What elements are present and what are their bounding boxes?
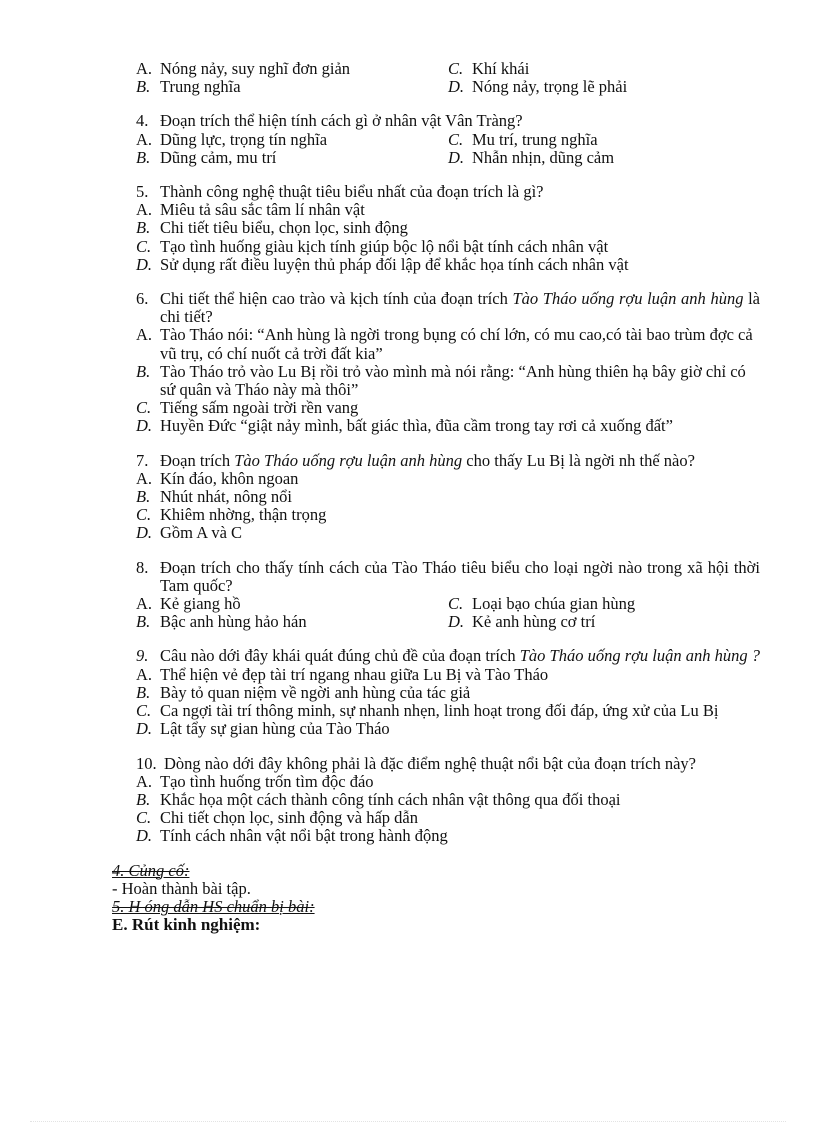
question-stem: Đoạn trích cho thấy tính cách của Tào Tháo tiêu biểu cho loại ngời nào trong xã hội thời Tam quốc? [160, 557, 760, 595]
document-body [112, 59, 761, 935]
option-a: A. Thể hiện vẻ đẹp tài trí ngang nhau giữa Lu Bị và Tào Tháo [136, 664, 549, 684]
option-d: D. Gồm A và C [136, 523, 243, 543]
question-stem: Thành công nghệ thuật tiêu biểu nhất của đoạn trích là gì? [160, 182, 544, 202]
lesson-footer [112, 862, 760, 935]
option-d: D. Nhẫn nhịn, dũng cảm [448, 147, 615, 167]
option-d: D. Kẻ anh hùng cơ trí [448, 612, 596, 632]
question-stem: Chi tiết thể hiện cao trào và kịch tính của đoạn trích Tào Tháo uống rợu luận anh hùng là chi tiết? [160, 289, 760, 327]
option-b: B. Tào Tháo trỏ vào Lu Bị rồi trỏ vào mình mà nói rằng: “Anh hùng thiên hạ bây giờ chỉ có sứ quân và Tháo này mà thôi” [136, 361, 746, 400]
option-a: A. Tào Tháo nói: “Anh hùng là ngời trong bụng có chí lớn, có mu cao,có tài bao trùm đợc cả vũ trụ, có chí nuốt cả trời đất kia” [136, 325, 753, 363]
option-b: B. Bày tỏ quan niệm về ngời anh hùng của tác giả [136, 682, 471, 702]
option-a: A. Nóng nảy, suy nghĩ đơn giản [136, 59, 351, 78]
section-heading-cung-co: 4. Củng cố: [112, 860, 190, 880]
question-stem: Đoạn trích thể hiện tính cách gì ở nhân vật Vân Tràng? [160, 111, 523, 131]
question-7: 7. Đoạn trích Tào Tháo uống rợu luận anh hùng cho thấy Lu Bị là ngời nh thế nào? A. Kín đáo, khôn ngoan B. Nhút nhát, nông nổi C. Khiêm nhờng, thận trọng D. Gồm A và C [136, 452, 760, 543]
section-heading-rut-kinh-nghiem: E. Rút kinh nghiệm: [112, 915, 261, 935]
option-d: D. Tính cách nhân vật nổi bật trong hành động [136, 826, 448, 846]
option-b: B. Trung nghĩa [136, 77, 241, 97]
option-d: D. Nóng nảy, trọng lẽ phải [448, 77, 628, 97]
option-c: C. Khí khái [448, 59, 530, 78]
option-a: A. Miêu tả sâu sắc tâm lí nhân vật [136, 200, 365, 220]
option-b: B. Khắc họa một cách thành công tính cách nhân vật thông qua đối thoại [136, 789, 621, 809]
question-10: 10. Dòng nào dới đây không phải là đặc điểm nghệ thuật nổi bật của đoạn trích này? A. Tạo tình huống trốn tìm độc đáo B. Khắc họa một cách thành công tính cách nhân vật thông qua đối thoại C. Chi tiết chọn lọc, sinh động và hấp dẫn D. Tính cách nhân vật nổi bật trong hành động [136, 755, 760, 846]
option-b: B. Nhút nhát, nông nổi [136, 487, 292, 507]
page-bottom-divider [30, 1121, 786, 1122]
question-8: 8. Đoạn trích cho thấy tính cách của Tào Tháo tiêu biểu cho loại ngời nào trong xã hội thời Tam quốc? A. Kẻ giang hồ C. Loại bạo chúa gian hùng B. Bậc anh hùng hảo hán D. Kẻ anh hùng cơ trí [136, 557, 760, 632]
option-a: A. Dũng lực, trọng tín nghĩa [136, 129, 328, 149]
option-c: C. Mu trí, trung nghĩa [448, 129, 598, 149]
question-3-options [136, 60, 760, 96]
option-c: C. Ca ngợi tài trí thông minh, sự nhanh nhẹn, linh hoạt trong đối đáp, ứng xử của Lu Bị [136, 701, 719, 721]
option-c: C. Loại bạo chúa gian hùng [448, 594, 636, 614]
option-a: A. Kín đáo, khôn ngoan [136, 468, 299, 488]
question-4: 4. Đoạn trích thể hiện tính cách gì ở nhân vật Vân Tràng? A. Dũng lực, trọng tín nghĩa C. Mu trí, trung nghĩa B. Dũng cảm, mu trí D. Nhẫn nhịn, dũng cảm [136, 112, 760, 167]
section-heading-huong-dan: 5. H óng dẫn HS chuẩn bị bài: [112, 896, 315, 916]
option-d: D. Huyền Đức “giật nảy mình, bất giác thìa, đũa cầm trong tay rơi cả xuống đất” [136, 416, 673, 436]
option-a: A. Kẻ giang hồ [136, 594, 241, 614]
option-c: C. Khiêm nhờng, thận trọng [136, 505, 327, 525]
option-d: D. Lật tẩy sự gian hùng của Tào Tháo [136, 719, 390, 739]
option-c: C. Tạo tình huống giàu kịch tính giúp bộc lộ nổi bật tính cách nhân vật [136, 236, 609, 256]
option-c: C. Tiếng sấm ngoài trời rền vang [136, 398, 359, 418]
question-5: 5. Thành công nghệ thuật tiêu biểu nhất của đoạn trích là gì? A. Miêu tả sâu sắc tâm lí nhân vật B. Chi tiết tiêu biểu, chọn lọc, sinh động C. Tạo tình huống giàu kịch tính giúp bộc lộ nổi bật tính cách nhân vật D. Sử dụng rất điều luyện thủ pháp đối lập để khắc họa tính cách nhân vật [136, 183, 760, 274]
question-stem: Dòng nào dới đây không phải là đặc điểm nghệ thuật nổi bật của đoạn trích này? [164, 753, 696, 773]
option-b: B. Dũng cảm, mu trí [136, 147, 277, 167]
option-d: D. Sử dụng rất điều luyện thủ pháp đối lập để khắc họa tính cách nhân vật [136, 254, 629, 274]
option-b: B. Chi tiết tiêu biểu, chọn lọc, sinh động [136, 218, 408, 238]
question-6: 6. Chi tiết thể hiện cao trào và kịch tính của đoạn trích Tào Tháo uống rợu luận anh hùng là chi tiết? A. Tào Tháo nói: “Anh hùng là ngời trong bụng có chí lớn, có mu cao,có tài bao trùm đợc cả vũ trụ, có chí nuốt cả trời đất kia” B. Tào Tháo trỏ vào Lu Bị rồi trỏ vào mình mà nói rằng: “Anh hùng thiên hạ bây giờ chỉ có sứ quân và Tháo này mà thôi” C. Tiếng sấm ngoài trời rền vang D. Huyền Đức “giật nảy mình, bất giác thìa, đũa cầm trong tay rơi cả xuống đất” [136, 289, 760, 436]
question-9: 9. Câu nào dới đây khái quát đúng chủ đề của đoạn trích Tào Tháo uống rợu luận anh hùng ? A. Thể hiện vẻ đẹp tài trí ngang nhau giữa Lu Bị và Tào Tháo B. Bày tỏ quan niệm về ngời anh hùng của tác giả C. Ca ngợi tài trí thông minh, sự nhanh nhẹn, linh hoạt trong đối đáp, ứng xử của Lu Bị D. Lật tẩy sự gian hùng của Tào Tháo [136, 646, 761, 739]
option-c: C. Chi tiết chọn lọc, sinh động và hấp dẫn [136, 808, 418, 828]
option-b: B. Bậc anh hùng hảo hán [136, 612, 307, 632]
question-stem: Câu nào dới đây khái quát đúng chủ đề của đoạn trích Tào Tháo uống rợu luận anh hùng ? [160, 646, 761, 666]
question-stem: Đoạn trích Tào Tháo uống rợu luận anh hùng cho thấy Lu Bị là ngời nh thế nào? [160, 450, 695, 470]
option-a: A. Tạo tình huống trốn tìm độc đáo [136, 771, 374, 791]
homework-line: - Hoàn thành bài tập. [112, 878, 251, 898]
